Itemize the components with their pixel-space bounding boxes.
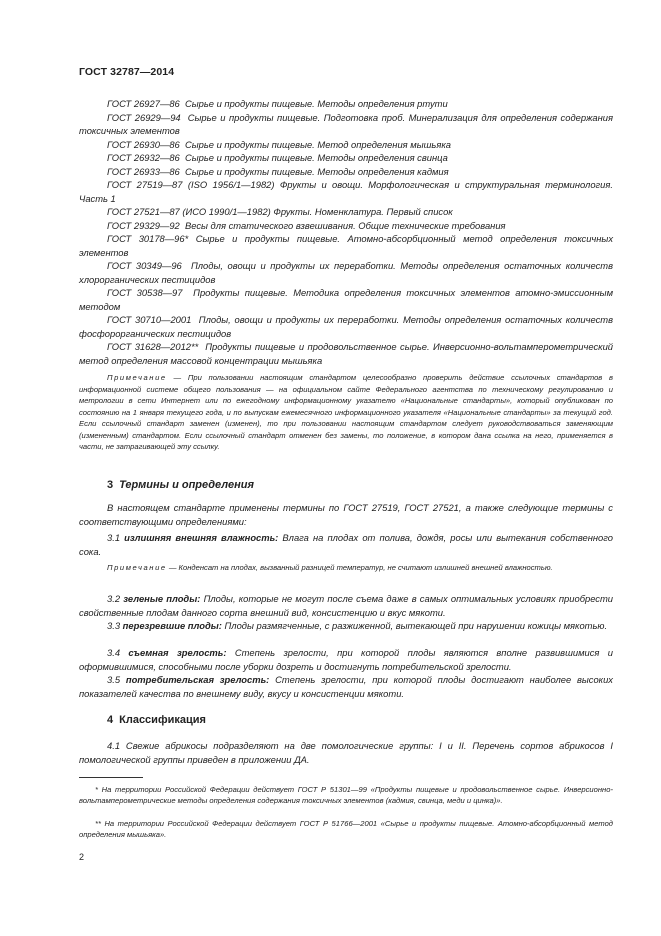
- section-3-intro: В настоящем стандарте применены термины по ГОСТ 27519, ГОСТ 27521, а также следующие термины с соответствующими определениями:: [79, 502, 613, 527]
- document-header-code: ГОСТ 32787—2014: [79, 66, 175, 78]
- term-3-2: 3.2 зеленые плоды: Плоды, которые не могут после съема даже в самых оптимальных условиях приобрести свойственные плодам данного сорта внешний вид, консистенцию и вкус мякоти.: [79, 593, 614, 618]
- reference-item: ГОСТ 30538—97 Продукты пищевые. Методика определения токсичных элементов атомно-эмиссионным методом: [79, 287, 613, 312]
- reference-item: ГОСТ 30178—96* Сырье и продукты пищевые. Атомно-абсорбционный метод определения токсичных элементов: [79, 233, 614, 258]
- reference-item: ГОСТ 26932—86 Сырье и продукты пищевые. Методы определения свинца: [107, 152, 448, 163]
- page-number: 2: [79, 852, 85, 862]
- term-3-3: 3.3 перезревшие плоды: Плоды размягченные, с разжиженной, вытекающей при нарушении кожицы мякотью.: [107, 620, 608, 631]
- reference-item: ГОСТ 26927—86 Сырье и продукты пищевые. Методы определения ртути: [107, 98, 448, 109]
- reference-item: ГОСТ 26930—86 Сырье и продукты пищевые. Метод определения мышьяка: [107, 138, 451, 150]
- reference-item: ГОСТ 26929—94 Сырье и продукты пищевые. Подготовка проб. Минерализация для определения содержания токсичных элементов: [79, 111, 613, 136]
- references-block: [79, 97, 613, 367]
- reference-item: ГОСТ 27521—87 (ИСО 1990/1—1982) Фрукты. Номенклатура. Первый список: [107, 206, 453, 217]
- term-3-1-note: Примечание — Конденсат на плодах, вызванный разницей температур, не считают излишней внешней влажностью.: [107, 563, 553, 572]
- reference-item: ГОСТ 30710—2001 Плоды, овощи и продукты их переработки. Методы определения остаточных количеств фосфорорганических пестицидов: [79, 314, 613, 339]
- section-4-paragraph-1: 4.1 Свежие абрикосы подразделяют на две помологические группы: I и II. Перечень сортов абрикосов I помологической группы приведен в приложении ДА.: [79, 740, 613, 765]
- section-4-title: 4 Классификация: [107, 714, 206, 726]
- term-3-5: 3.5 потребительская зрелость: Степень зрелости, при которой плоды достигают наиболее высоких показателей качества по внешнему виду, вкусу и консистенции мякоти.: [79, 674, 613, 699]
- footnote-1: * На территории Российской Федерации действует ГОСТ Р 51301—99 «Продукты пищевые и продовольственное сырье. Инверсионно-вольтамперометрические методы определения содержания токсичных элементов (кадмия, свинца, меди и цинка)».: [79, 785, 613, 805]
- reference-item: ГОСТ 26933—86 Сырье и продукты пищевые. Методы определения кадмия: [107, 165, 449, 177]
- section-3-title: 3 Термины и определения: [107, 479, 254, 491]
- footnote-2: ** На территории Российской Федерации действует ГОСТ Р 51766—2001 «Сырье и продукты пищевые. Атомно-абсорбционный метод определения мышьяка».: [79, 819, 613, 839]
- references-note: Примечание — При пользовании настоящим стандартом целесообразно проверить действие ссылочных стандартов в информационной системе общего пользования — на официальном сайте Федерального агентства по техническому регулированию и метрологии в сети Интернет или по ежегодному информационному указателю «Национальные стандарты», который опубликован по состоянию на 1 января текущего года, и по выпускам ежемесячного информационного указателя «Национальные стандарты» за текущий год. Если ссылочный стандарт заменен (изменен), то при пользовании настоящим стандартом следует руководствоваться заменяющим (измененным) стандартом. Если ссылочный стандарт отменен без замены, то положение, в котором дана ссылка на него, применяется в части, не затрагивающей эту ссылку.: [79, 373, 613, 451]
- reference-item: ГОСТ 31628—2012** Продукты пищевые и продовольственное сырье. Инверсионно-вольтамперометрический метод определения массовой концентрации мышьяка: [79, 341, 613, 366]
- reference-item: ГОСТ 30349—96 Плоды, овощи и продукты их переработки. Методы определения остаточных количеств хлорорганических пестицидов: [79, 260, 613, 285]
- references-list: [0, 97, 661, 367]
- reference-item: ГОСТ 29329—92 Весы для статического взвешивания. Общие технические требования: [107, 219, 506, 231]
- reference-item: ГОСТ 27519—87 (ISO 1956/1—1982) Фрукты и овощи. Морфологическая и структуральная терминология. Часть 1: [79, 179, 614, 204]
- term-3-1: 3.1 излишняя внешняя влажность: Влага на плодах от полива, дождя, росы или вытекания собственного сока.: [79, 532, 613, 557]
- footnote-separator: [79, 777, 143, 778]
- term-3-4: 3.4 съемная зрелость: Степень зрелости, при которой плоды являются вполне развившимися и оформившимися, способными после уборки дозреть и достигнуть потребительской зрелости.: [79, 647, 613, 672]
